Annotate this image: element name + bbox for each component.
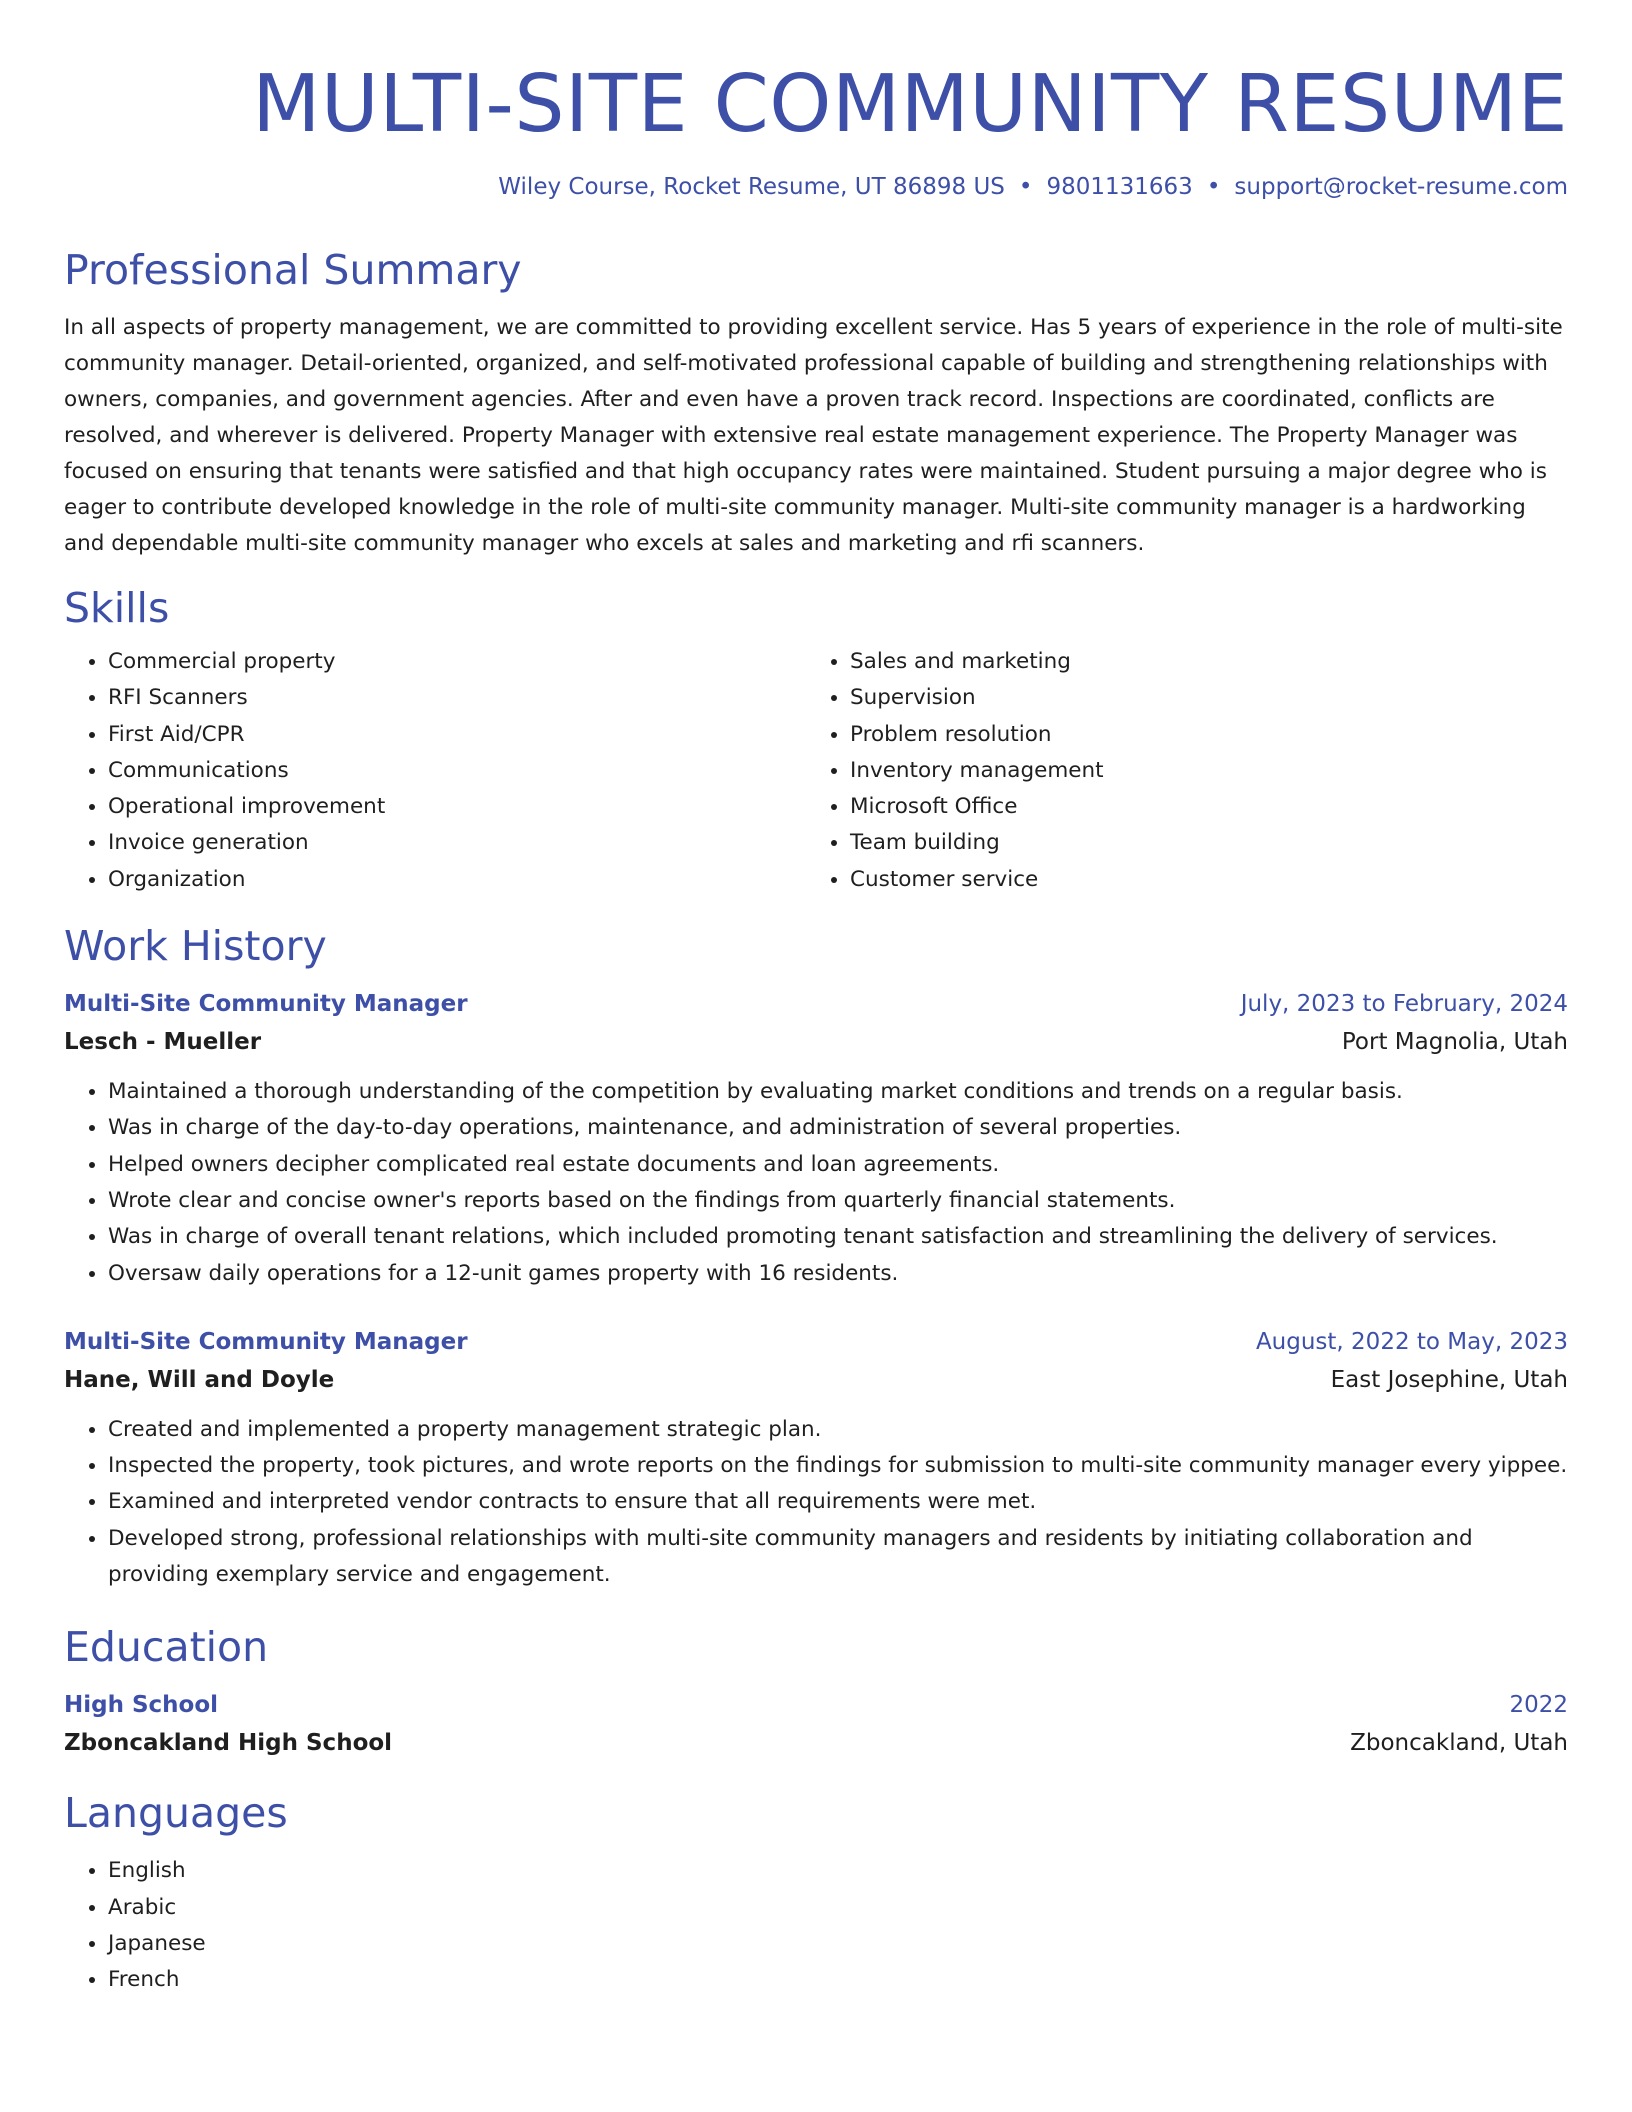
skill-item: • Microsoft Office: [850, 789, 1548, 825]
job-company: Lesch - Mueller: [64, 1029, 262, 1056]
education-location: Zboncakland, Utah: [1350, 1730, 1568, 1757]
contact-separator: •: [1018, 174, 1033, 200]
job-bullet: • Helped owners decipher complicated real estate documents and loan agreements.: [108, 1147, 1568, 1183]
education-degree: High School: [64, 1692, 219, 1719]
language-item: • French: [108, 1962, 1568, 1998]
job-bullet: • Inspected the property, took pictures, and wrote reports on the findings for submission to multi-site community manager every yippee.: [108, 1448, 1568, 1484]
skill-item: • Sales and marketing: [850, 644, 1548, 680]
job-company: Hane, Will and Doyle: [64, 1366, 335, 1393]
job-header: [64, 988, 1568, 1020]
skill-item: • Organization: [108, 862, 806, 898]
job-role: Multi-Site Community Manager: [64, 1328, 468, 1355]
job-bullet: • Wrote clear and concise owner's reports based on the findings from quarterly financial statements.: [108, 1183, 1568, 1219]
skill-item: • Team building: [850, 825, 1548, 861]
job-subheader: [64, 1364, 1568, 1396]
job-header: [64, 1326, 1568, 1358]
education-entry: [64, 1689, 1568, 1759]
job-role: Multi-Site Community Manager: [64, 991, 468, 1018]
skill-item: • Communications: [108, 753, 806, 789]
skill-item: • Inventory management: [850, 753, 1548, 789]
work-history-heading: Work History: [64, 922, 327, 971]
contact-separator: •: [1206, 174, 1221, 200]
summary-text: In all aspects of property management, we are committed to providing excellent service. Has 5 years of experience in the role of multi-site community manager. Detail-oriented, organized, and self-motivated professional capable of building and strengthening relationships with owners, companies, and government agencies. After and even have a proven track record. Inspections are coordinated, conflicts are resolved, and wherever is delivered. Property Manager with extensive real estate management experience. The Property Manager was focused on ensuring that tenants were satisfied and that high occupancy rates were maintained. Student pursuing a major degree who is eager to contribute developed knowledge in the role of multi-site community manager. Multi-site community manager is a hardworking and dependable multi-site community manager who excels at sales and marketing and rfi scanners.: [64, 315, 1563, 556]
contact-address: Wiley Course, Rocket Resume, UT 86898 US: [498, 174, 1005, 200]
languages-list: [64, 1853, 1568, 1998]
job-location: East Josephine, Utah: [1330, 1366, 1568, 1393]
job-bullet: • Maintained a thorough understanding of the competition by evaluating market conditions and trends on a regular basis.: [108, 1074, 1568, 1110]
resume-name: MULTI-SITE COMMUNITY RESUME: [252, 58, 1568, 150]
job-dates: July, 2023 to February, 2024: [1240, 991, 1568, 1018]
language-item: • Arabic: [108, 1890, 1568, 1926]
skill-item: • First Aid/CPR: [108, 717, 806, 753]
job-bullet: • Examined and interpreted vendor contracts to ensure that all requirements were met.: [108, 1484, 1568, 1520]
job-bullet: • Was in charge of the day-to-day operations, maintenance, and administration of several properties.: [108, 1110, 1568, 1146]
job-dates: August, 2022 to May, 2023: [1255, 1328, 1568, 1355]
job-bullet: • Oversaw daily operations for a 12-unit games property with 16 residents.: [108, 1256, 1568, 1292]
job-bullet: • Created and implemented a property management strategic plan.: [108, 1412, 1568, 1448]
job-location: Port Magnolia, Utah: [1341, 1029, 1568, 1056]
job-bullet: • Developed strong, professional relationships with multi-site community managers and residents by initiating collaboration and providing exemplary service and engagement.: [108, 1521, 1568, 1594]
skills-heading: Skills: [64, 584, 170, 632]
skill-item: • Supervision: [850, 680, 1548, 716]
job-bullets: [64, 1412, 1568, 1593]
education-subheader: [64, 1727, 1568, 1759]
skill-item: • Customer service: [850, 862, 1548, 898]
education-header: [64, 1689, 1568, 1721]
contact-phone: 9801131663: [1046, 174, 1193, 200]
job-entry: [64, 1326, 1568, 1593]
job-bullet: • Was in charge of overall tenant relations, which included promoting tenant satisfaction and streamlining the delivery of services.: [108, 1219, 1568, 1255]
education-year: 2022: [1509, 1692, 1568, 1719]
education-heading: Education: [64, 1623, 269, 1672]
education-school: Zboncakland High School: [64, 1730, 393, 1757]
contact-email: support@rocket-resume.com: [1234, 174, 1568, 200]
language-item: • Japanese: [108, 1926, 1568, 1962]
skills-list-left: [64, 644, 806, 898]
skill-item: • Commercial property: [108, 644, 806, 680]
language-item: • English: [108, 1853, 1568, 1889]
languages-heading: Languages: [64, 1789, 288, 1838]
resume-page: [64, 0, 1568, 1999]
job-subheader: [64, 1026, 1568, 1058]
job-bullets: [64, 1074, 1568, 1292]
contact-line: [64, 172, 1568, 202]
skills-list-right: [806, 644, 1548, 898]
skill-item: • Invoice generation: [108, 825, 806, 861]
job-entry: [64, 988, 1568, 1292]
skill-item: • RFI Scanners: [108, 680, 806, 716]
summary-heading: Professional Summary: [64, 246, 522, 294]
skill-item: • Problem resolution: [850, 717, 1548, 753]
skills-columns: [64, 644, 1568, 898]
skill-item: • Operational improvement: [108, 789, 806, 825]
